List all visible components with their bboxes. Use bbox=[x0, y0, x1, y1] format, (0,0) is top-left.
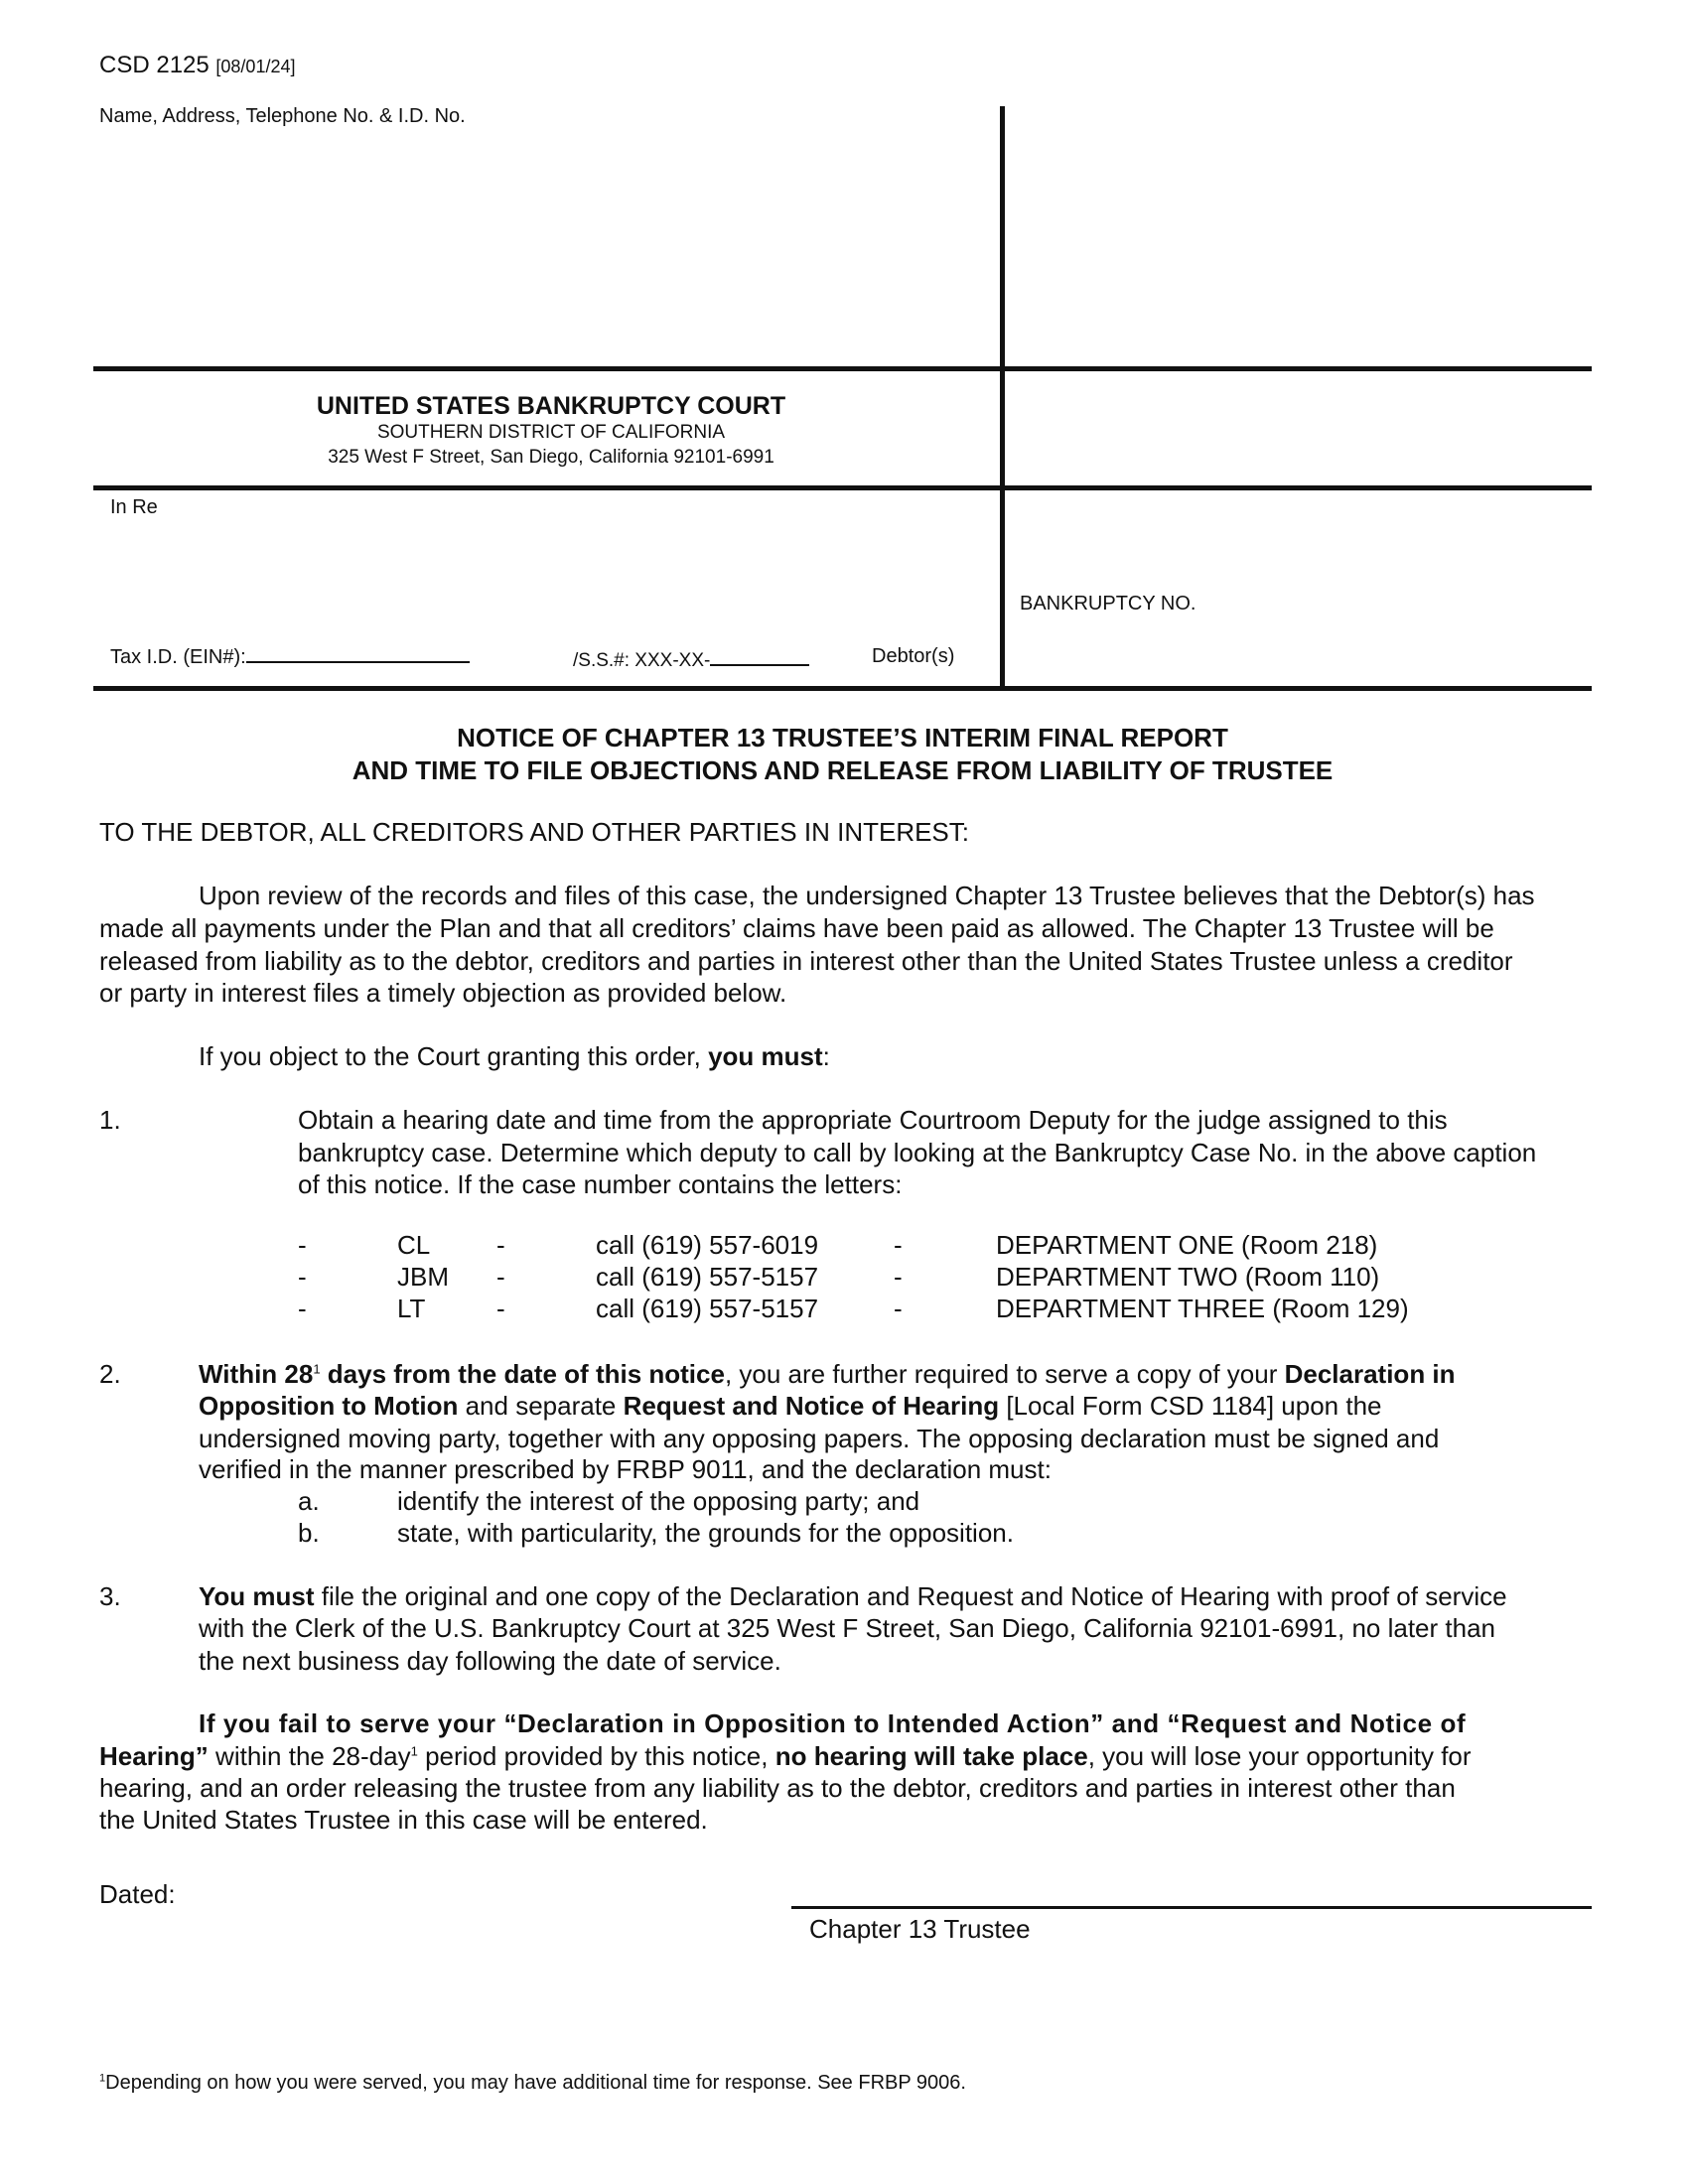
item-2-days: days from the date of this notice bbox=[320, 1359, 725, 1389]
item-2-opposition: Opposition to Motion bbox=[199, 1391, 459, 1421]
item-2-request: Request and Notice of Hearing bbox=[623, 1391, 1000, 1421]
form-id bbox=[99, 52, 295, 79]
item-2-declaration: Declaration in bbox=[1284, 1359, 1456, 1389]
intro-line-3: released from liability as to the debtor, creditors and parties in interest other than the United States Trustee unless a creditor bbox=[99, 946, 1513, 976]
signer-title: Chapter 13 Trustee bbox=[809, 1914, 1031, 1944]
item-2-within: Within 28 bbox=[199, 1359, 314, 1389]
caption-divider-vertical bbox=[1000, 106, 1005, 689]
dept-dash-1: - bbox=[298, 1230, 307, 1260]
you-must-intro bbox=[199, 1041, 830, 1072]
name-block-label: Name, Address, Telephone No. & I.D. No. bbox=[99, 105, 466, 127]
court-name: UNITED STATES BANKRUPTCY COURT bbox=[316, 392, 786, 420]
item-1-line-3: of this notice. If the case number contains the letters: bbox=[298, 1169, 903, 1199]
debtors-label: Debtor(s) bbox=[872, 645, 955, 667]
tax-id-field bbox=[110, 646, 470, 669]
item-3-line-2: with the Clerk of the U.S. Bankruptcy Court at 325 West F Street, San Diego, California 92101-6991, no later than bbox=[199, 1613, 1495, 1643]
item-2-line-3: undersigned moving party, together with any opposing papers. The opposing declaration must be signed and bbox=[199, 1424, 1440, 1453]
you-must-colon: : bbox=[822, 1041, 830, 1071]
dept-dash-1: - bbox=[298, 1294, 307, 1323]
court-district: SOUTHERN DISTRICT OF CALIFORNIA bbox=[376, 422, 726, 443]
item-3-line-3: the next business day following the date of service. bbox=[199, 1646, 781, 1676]
caption-rule-2 bbox=[93, 485, 1592, 490]
ssn-label: /S.S.#: XXX-XX- bbox=[573, 650, 711, 671]
ssn-field bbox=[573, 650, 809, 672]
sub-item-letter: b. bbox=[298, 1518, 320, 1548]
form-revision: [08/01/24] bbox=[215, 57, 296, 76]
sub-item-text: state, with particularity, the grounds for the opposition. bbox=[397, 1518, 1014, 1548]
footnote-text: Depending on how you were served, you may have additional time for response. See FRBP 9006. bbox=[105, 2072, 966, 2094]
court-address: 325 West F Street, San Diego, California 92101-6991 bbox=[328, 447, 774, 468]
item-1-number: 1. bbox=[99, 1105, 121, 1135]
item-2-line-1 bbox=[199, 1359, 1456, 1390]
tax-id-blank bbox=[246, 661, 470, 663]
in-re-label: In Re bbox=[110, 496, 158, 518]
item-2-text-1: , you are further required to serve a copy of your bbox=[724, 1359, 1285, 1389]
footnote-ref: 1 bbox=[313, 1361, 321, 1377]
form-number: CSD 2125 bbox=[99, 52, 210, 78]
dept-dash-3: - bbox=[894, 1230, 903, 1260]
item-1-line-1: Obtain a hearing date and time from the appropriate Courtroom Deputy for the judge assigned to this bbox=[298, 1105, 1448, 1135]
warning-line-1: If you fail to serve your “Declaration in Opposition to Intended Action” and “Request and Notice of bbox=[199, 1708, 1467, 1738]
ssn-blank bbox=[710, 664, 809, 666]
caption-rule-3 bbox=[93, 686, 1592, 691]
dated-label: Dated: bbox=[99, 1879, 176, 1909]
dept-dash-3: - bbox=[894, 1262, 903, 1292]
dept-code: CL bbox=[397, 1230, 431, 1260]
item-3-number: 3. bbox=[99, 1581, 121, 1611]
dept-code: JBM bbox=[397, 1262, 449, 1292]
item-2-text-3: [Local Form CSD 1184] upon the bbox=[999, 1391, 1382, 1421]
notice-title-line-1: NOTICE OF CHAPTER 13 TRUSTEE’S INTERIM FINAL REPORT bbox=[457, 723, 1228, 752]
footnote-mark: 1 bbox=[99, 2072, 106, 2085]
warning-line-4: the United States Trustee in this case will be entered. bbox=[99, 1805, 708, 1835]
dept-name: DEPARTMENT ONE (Room 218) bbox=[996, 1230, 1378, 1260]
signature-line bbox=[791, 1906, 1592, 1909]
item-1-line-2: bankruptcy case. Determine which deputy to call by looking at the Bankruptcy Case No. in the above caption bbox=[298, 1138, 1537, 1167]
you-must-pre: If you object to the Court granting this order, bbox=[199, 1041, 701, 1071]
dept-dash-2: - bbox=[496, 1262, 505, 1292]
bankruptcy-no-label: BANKRUPTCY NO. bbox=[1020, 593, 1196, 614]
notice-title-line-2: AND TIME TO FILE OBJECTIONS AND RELEASE FROM LIABILITY OF TRUSTEE bbox=[352, 755, 1334, 785]
warning-text-2: period provided by this notice, bbox=[417, 1741, 775, 1771]
dept-phone: call (619) 557-6019 bbox=[596, 1230, 819, 1260]
item-2-line-4: verified in the manner prescribed by FRBP 9011, and the declaration must: bbox=[199, 1454, 1052, 1484]
item-3-you-must: You must bbox=[199, 1581, 315, 1611]
sub-item-letter: a. bbox=[298, 1486, 320, 1516]
warning-text-3: , you will lose your opportunity for bbox=[1087, 1741, 1472, 1771]
dept-code: LT bbox=[397, 1294, 426, 1323]
warning-no-hearing: no hearing will take place bbox=[774, 1741, 1088, 1771]
intro-line-2: made all payments under the Plan and that all creditors’ claims have been paid as allowed. The Chapter 13 Trustee will be bbox=[99, 913, 1494, 943]
item-2-line-2 bbox=[199, 1391, 1382, 1422]
item-2-text-2: and separate bbox=[458, 1391, 624, 1421]
dept-phone: call (619) 557-5157 bbox=[596, 1262, 819, 1292]
item-3-line-1 bbox=[199, 1581, 1507, 1612]
warning-line-2 bbox=[99, 1741, 1472, 1772]
you-must-bold: you must bbox=[708, 1041, 823, 1071]
intro-line-4: or party in interest files a timely objection as provided below. bbox=[99, 978, 787, 1008]
caption-rule-1 bbox=[93, 366, 1592, 371]
intro-line-1: Upon review of the records and files of this case, the undersigned Chapter 13 Trustee believes that the Debtor(s) has bbox=[199, 881, 1535, 910]
footnote bbox=[99, 2072, 966, 2095]
item-2-number: 2. bbox=[99, 1359, 121, 1389]
dept-name: DEPARTMENT THREE (Room 129) bbox=[996, 1294, 1409, 1323]
warning-hearing: Hearing” bbox=[99, 1741, 209, 1771]
salutation: TO THE DEBTOR, ALL CREDITORS AND OTHER PARTIES IN INTEREST: bbox=[99, 817, 970, 847]
dept-dash-2: - bbox=[496, 1294, 505, 1323]
dept-name: DEPARTMENT TWO (Room 110) bbox=[996, 1262, 1380, 1292]
dept-phone: call (619) 557-5157 bbox=[596, 1294, 819, 1323]
item-3-text-1: file the original and one copy of the Declaration and Request and Notice of Hearing with proof of service bbox=[314, 1581, 1507, 1611]
footnote-ref: 1 bbox=[410, 1743, 418, 1759]
tax-id-label: Tax I.D. (EIN#): bbox=[110, 646, 246, 668]
dept-dash-3: - bbox=[894, 1294, 903, 1323]
dept-dash-2: - bbox=[496, 1230, 505, 1260]
sub-item-text: identify the interest of the opposing party; and bbox=[397, 1486, 920, 1516]
dept-dash-1: - bbox=[298, 1262, 307, 1292]
warning-line-3: hearing, and an order releasing the trustee from any liability as to the debtor, creditors and parties in interest other than bbox=[99, 1773, 1456, 1803]
warning-text-1: within the 28-day bbox=[208, 1741, 411, 1771]
